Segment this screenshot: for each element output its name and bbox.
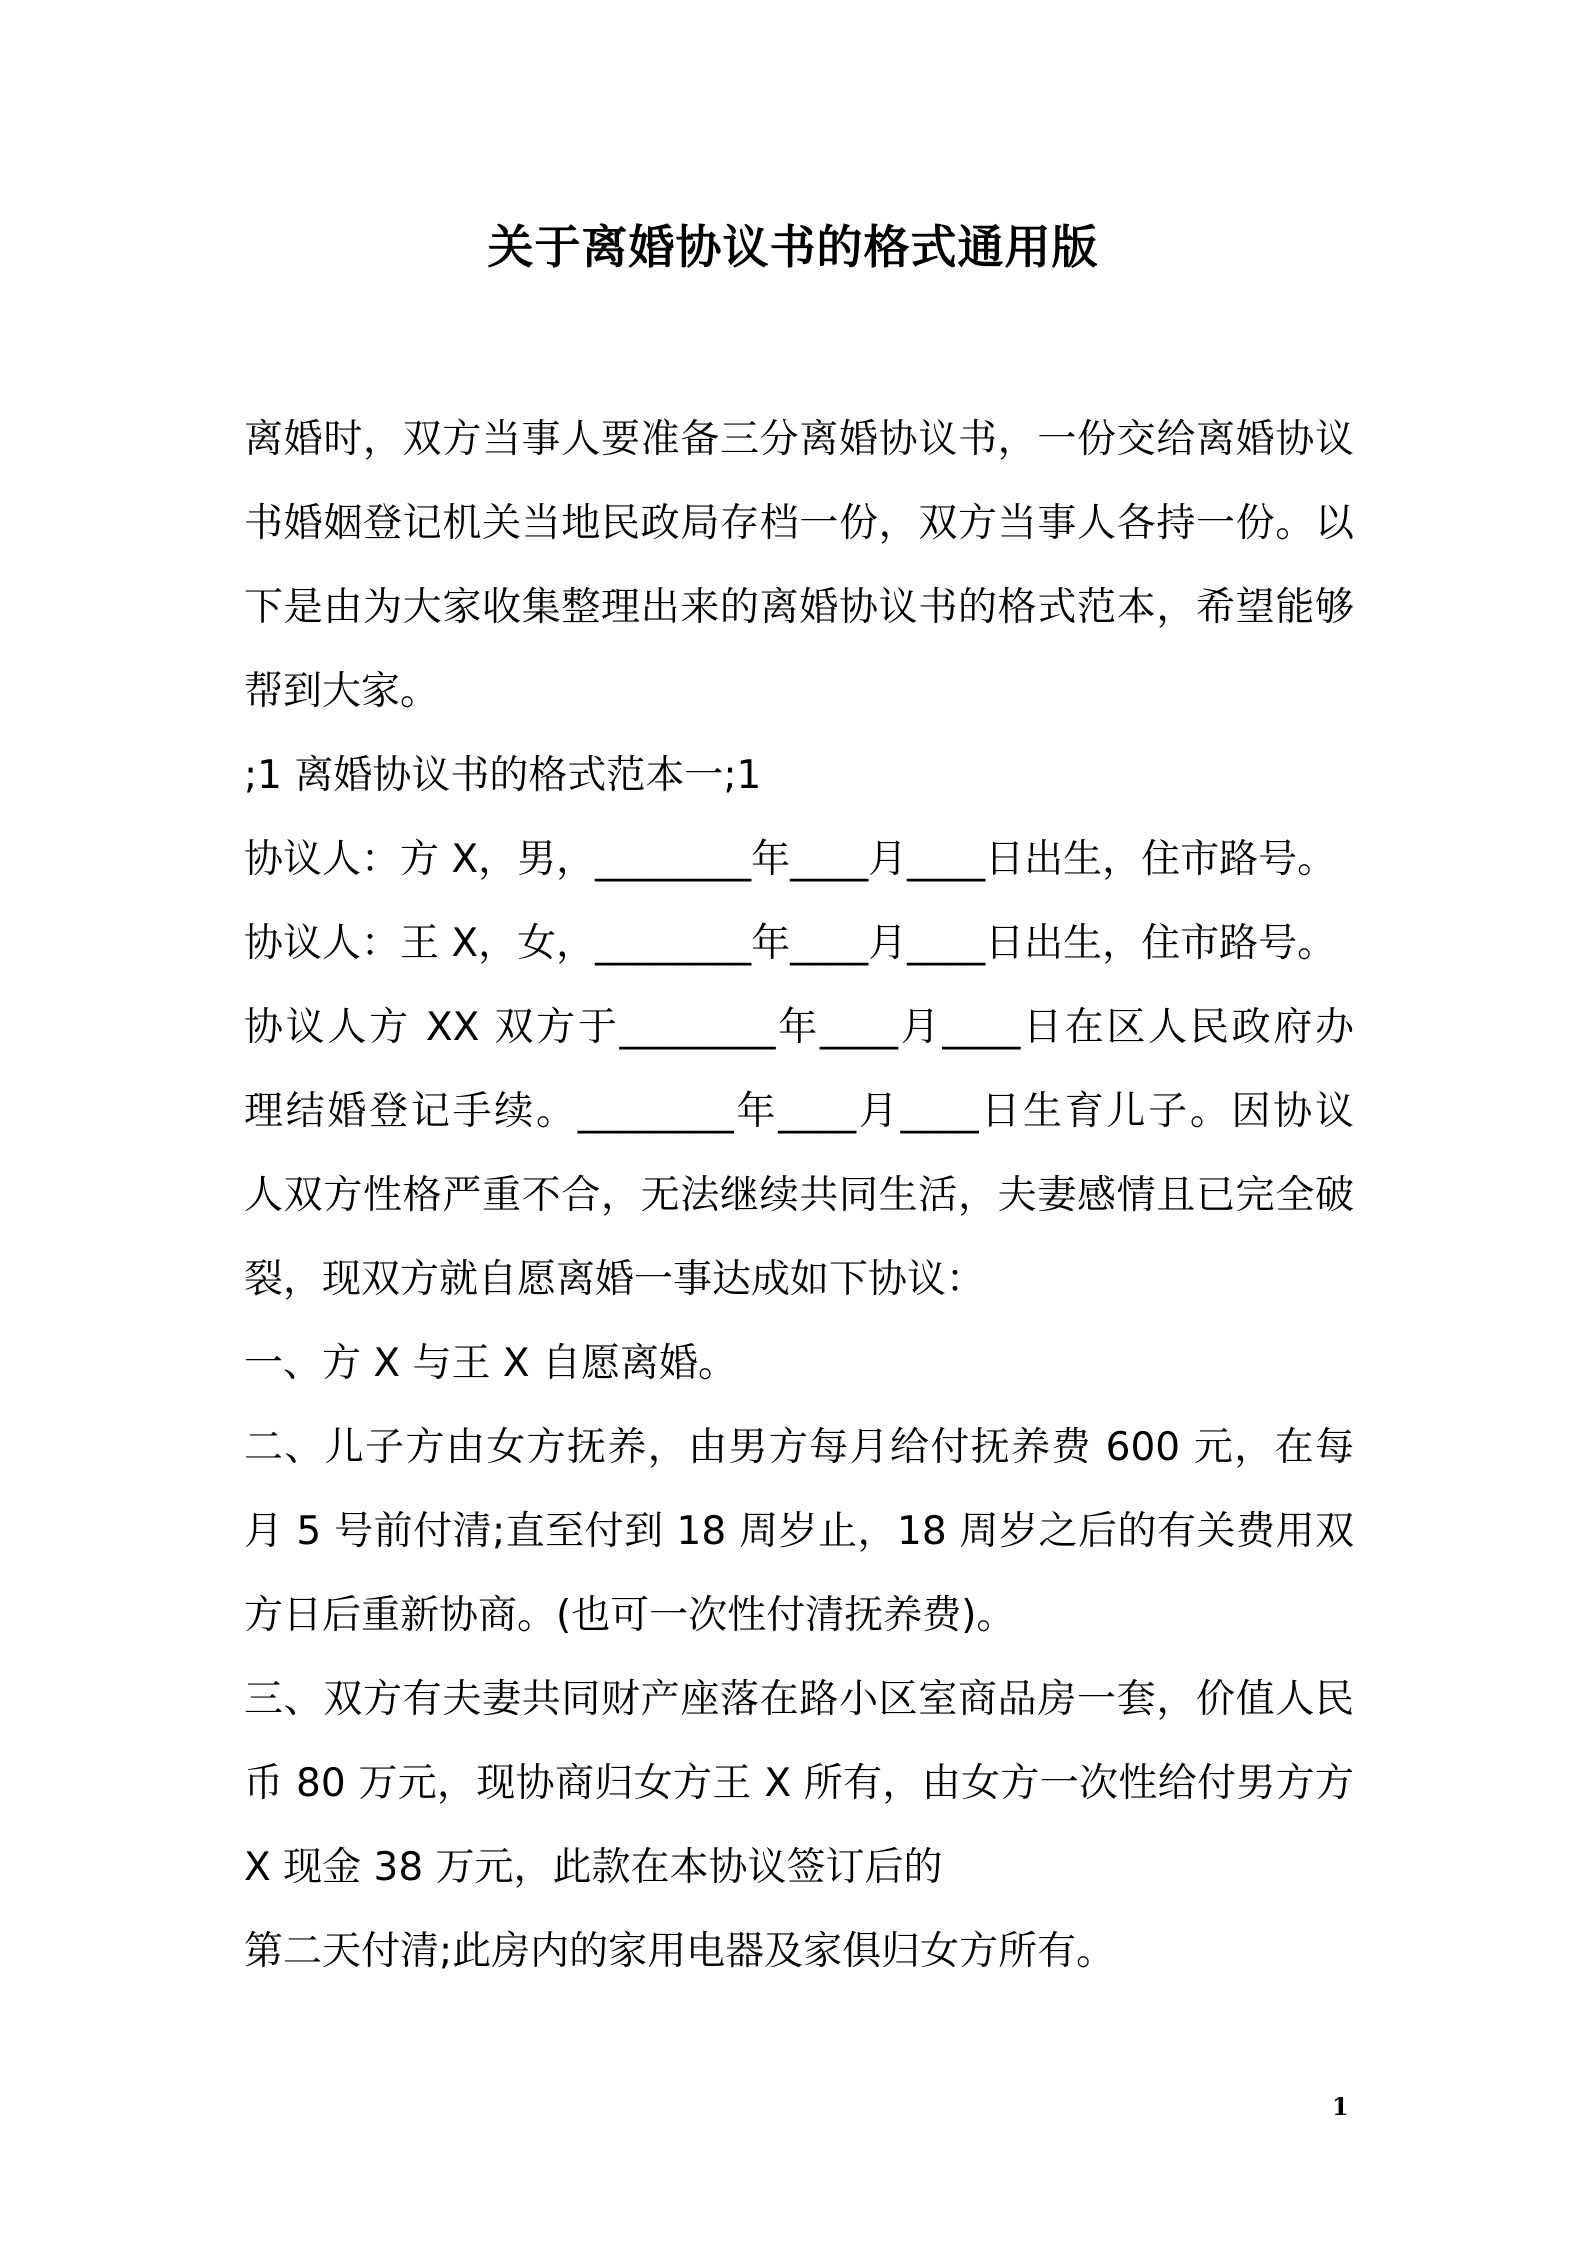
clause-line: 币 80 万元，现协商归女方王 X 所有，由女方一次性给付男方方 [244, 1761, 1354, 1806]
body-line: 离婚时，双方当事人要准备三分离婚协议书，一份交给离婚协议 [244, 417, 1354, 462]
body-line: 书婚姻登记机关当地民政局存档一份，双方当事人各持一份。以 [244, 501, 1354, 546]
document-body [244, 398, 1354, 1994]
body-line: 下是由为大家收集整理出来的离婚协议书的格式范本，希望能够 [244, 585, 1354, 630]
clause-line: 三、双方有夫妻共同财产座落在路小区室商品房一套，价值人民 [244, 1677, 1354, 1722]
clause-line: 二、儿子方由女方抚养，由男方每月给付抚养费 600 元，在每 [244, 1425, 1354, 1470]
body-line: 帮到大家。 [244, 669, 440, 714]
section-heading: ;1 离婚协议书的格式范本一;1 [244, 753, 762, 798]
body-line: 协议人：方 X，男，________年____月____日出生，住市路号。 [244, 837, 1337, 882]
document-title: 关于离婚协议书的格式通用版 [487, 220, 1099, 274]
clause-line: 方日后重新协商。(也可一次性付清抚养费)。 [244, 1593, 1016, 1638]
body-line: 人双方性格严重不合，无法继续共同生活，夫妻感情且已完全破 [244, 1173, 1354, 1218]
clause-line: 一、方 X 与王 X 自愿离婚。 [244, 1341, 738, 1386]
body-line: 协议人方 XX 双方于________年____月____日在区人民政府办 [244, 1005, 1354, 1050]
body-line: 理结婚登记手续。________年____月____日生育儿子。因协议 [244, 1089, 1354, 1134]
clause-line: X 现金 38 万元，此款在本协议签订后的 [244, 1845, 943, 1890]
clause-line: 月 5 号前付清;直至付到 18 周岁止，18 周岁之后的有关费用双 [244, 1509, 1354, 1554]
page-number: 1 [1332, 2092, 1349, 2121]
body-line: 裂，现双方就自愿离婚一事达成如下协议： [244, 1257, 986, 1302]
clause-line: 第二天付清;此房内的家用电器及家俱归女方所有。 [244, 1929, 1116, 1974]
body-line: 协议人：王 X，女，________年____月____日出生，住市路号。 [244, 921, 1337, 966]
